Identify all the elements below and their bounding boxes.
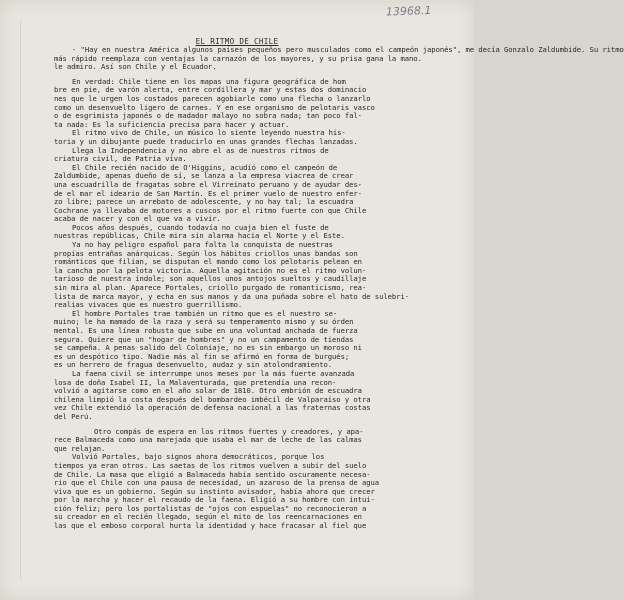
text-line: románticos que filian, se disputan el mando como los pelotaris pelean en	[54, 257, 362, 267]
text-line: como un desenvuelto ligero de carnes. Y en ese organismo de pelotaris vasco	[54, 102, 375, 112]
text-line: propias entrañas anárquicas. Según los hábitos criollos unas bandas son	[54, 248, 358, 258]
text-line: chilena limpió la costa después del bombardeo imbécil de Valparaíso y otra	[54, 394, 371, 404]
text-line: nuestras repúblicas, Chile mira sin alarma hacia el Norte y el Este.	[54, 231, 345, 241]
text-line: su creador en el recién llegado, según el mito de los reencarnaciones en	[54, 512, 362, 522]
text-line: tiempos ya eran otros. Las saetas de los ritmos vuelven a subir del suelo	[54, 460, 367, 470]
text-line: Ya no hay peligro español para falta la conquista de nuestras	[72, 240, 333, 250]
text-line: es un despótico tipo. Nadie más al fin se afirmó en forma de burgués;	[54, 351, 350, 361]
text-line: es un herrero de fragua desenvuelto, audaz y sin atolondramiento.	[54, 360, 333, 370]
text-line: - "Hay en nuestra América algunos países pequeños pero musculados como el campeón japonés", me decía Gonzalo Zaldumbide. Su ritmo	[72, 45, 624, 54]
text-line: por la marcha y hacer el recaudo de la faena. Eligió a su hombre con intui-	[54, 495, 375, 505]
text-line: nes que le urgen los costados parecen agobiarle como una flecha o lanzarlo	[54, 93, 371, 103]
text-line: muino; le ha mamado de la raza y será su temperamento mismo y su órden	[54, 317, 354, 327]
text-line: rece Balmaceda como una marejada que usaba el mar de leche de las calmas	[54, 435, 362, 445]
text-line: acaba de nacer y con el que va a vivir.	[54, 214, 221, 224]
text-line: Volvió Portales, bajo signos ahora democráticos, porque los	[72, 452, 325, 462]
page-fold-shadow	[20, 20, 21, 580]
text-line: de el mar el ideario de San Martín. Es el primer vuelo de nuestro enfer-	[54, 188, 362, 198]
text-line: viva que es un gobierno. Según su instinto avisador, había ahora que crecer	[54, 486, 375, 496]
text-line: las que el emboso corporal hurta la identidad y hace fracasar al fiel que	[54, 521, 367, 531]
text-line: bre en pie, de varón alerta, entre cordillera y mar y estas dos dominacio	[54, 85, 367, 95]
text-line: zo libre; parece un arrebato de adolescente, y no hay tal; la escuadra	[54, 197, 354, 207]
text-line: En verdad: Chile tiene en los mapas una figura geográfica de hom	[72, 76, 346, 86]
text-line: lista de marca mayor, y echa en sus manos y da una puñada sobre el hato de sulebri-	[54, 291, 410, 301]
text-line: losa de doña Isabel II, la Malaventurada, que pretendía una recon-	[54, 377, 337, 387]
text-line: ta nada: Es la suficiencia precisa para hacer y actuar.	[54, 119, 290, 129]
text-line: Cochrane ya llevaba de motores a cuscos por el ritmo fuerte con que Chile	[54, 205, 367, 215]
text-line: le admiro. Así son Chile y el Ecuador.	[54, 62, 217, 72]
text-line: Otro compás de espera en los ritmos fuertes y creadores, y apa-	[94, 426, 364, 436]
text-line: toria y un dibujante puede traducirlo en unas grandes flechas lanzadas.	[54, 136, 358, 146]
text-line: que relajan.	[54, 443, 106, 453]
document-body	[54, 45, 624, 596]
text-line: Pocos años después, cuando todavía no cuaja bien el fuste de	[72, 222, 329, 232]
archive-number-stamp: 13968.1	[385, 3, 432, 19]
text-line: realias vivaces que es nuestro guerrillismo.	[54, 300, 243, 310]
document-title: EL RITMO DE CHILE	[195, 37, 279, 46]
text-line: ción feliz; pero los portalistas de "ojos con espuelas" no reconocieron a	[54, 503, 367, 513]
text-line: Llega la Independencia y no abre el as de nuestros ritmos de	[72, 145, 329, 155]
text-line: tarioso de nuestra índole; son aquellos unos antojos sueltos y caudillaje	[54, 274, 367, 284]
text-line: Zaldumbide, apenas dueño de sí, se lanza a la empresa viacrea de crear	[54, 171, 354, 181]
text-line: rio que el Chile con una pausa de necesidad, un azaroso de la prensa de agua	[54, 478, 380, 488]
text-line: El ritmo vivo de Chile, un músico lo siente leyendo nuestra his-	[72, 128, 346, 138]
text-line: sin mira al plan. Aparece Portales, criollo purgado de romanticismo, rea-	[54, 283, 367, 293]
text-line: vez Chile extendió la operación de defensa nacional a las fraternas costas	[54, 403, 371, 413]
text-line: criatura civil, de Patria viva.	[54, 154, 187, 164]
text-line: o de esgrimista japonés o de madador malayo no sobra nada; tan poco fal-	[54, 111, 362, 121]
text-line: del Perú.	[54, 411, 93, 421]
text-line: La faena civil se interrumpe unos meses por la más fuerte avanzada	[72, 368, 355, 378]
text-line: una escuadrilla de fragatas sobre el Virreinato peruano y de ayudar des-	[54, 179, 362, 189]
text-line: mental. Es una línea robusta que sube en una voluntad anchada de fuerza	[54, 326, 358, 335]
text-line: más rápido reemplaza con ventajas la carnazón de los mayores, y su prisa gana la mano.	[54, 53, 422, 63]
text-line: se campeña. A penas salido del Coloniaje, no es sin embargo un moroso ni	[54, 343, 362, 353]
text-line: volvió a agitarse como en el año solar de 1810. Otro embrión de escuadra	[54, 386, 362, 396]
text-line: El Chile recién nacido de O'Higgins, acudió como el campeón de	[72, 162, 338, 172]
text-line: de Chile. La masa que eligió a Balmaceda había sentido oscuramente necesa-	[54, 469, 371, 479]
text-line: El hombre Portales trae también un ritmo que es el nuestro se-	[72, 308, 338, 318]
text-line: la cancha por la pelota victoria. Aquella agitación no es el ritmo volun-	[54, 265, 367, 275]
text-line: segura. Quiere que un "hogar de hombres" y no un campamento de tiendas	[54, 334, 354, 344]
